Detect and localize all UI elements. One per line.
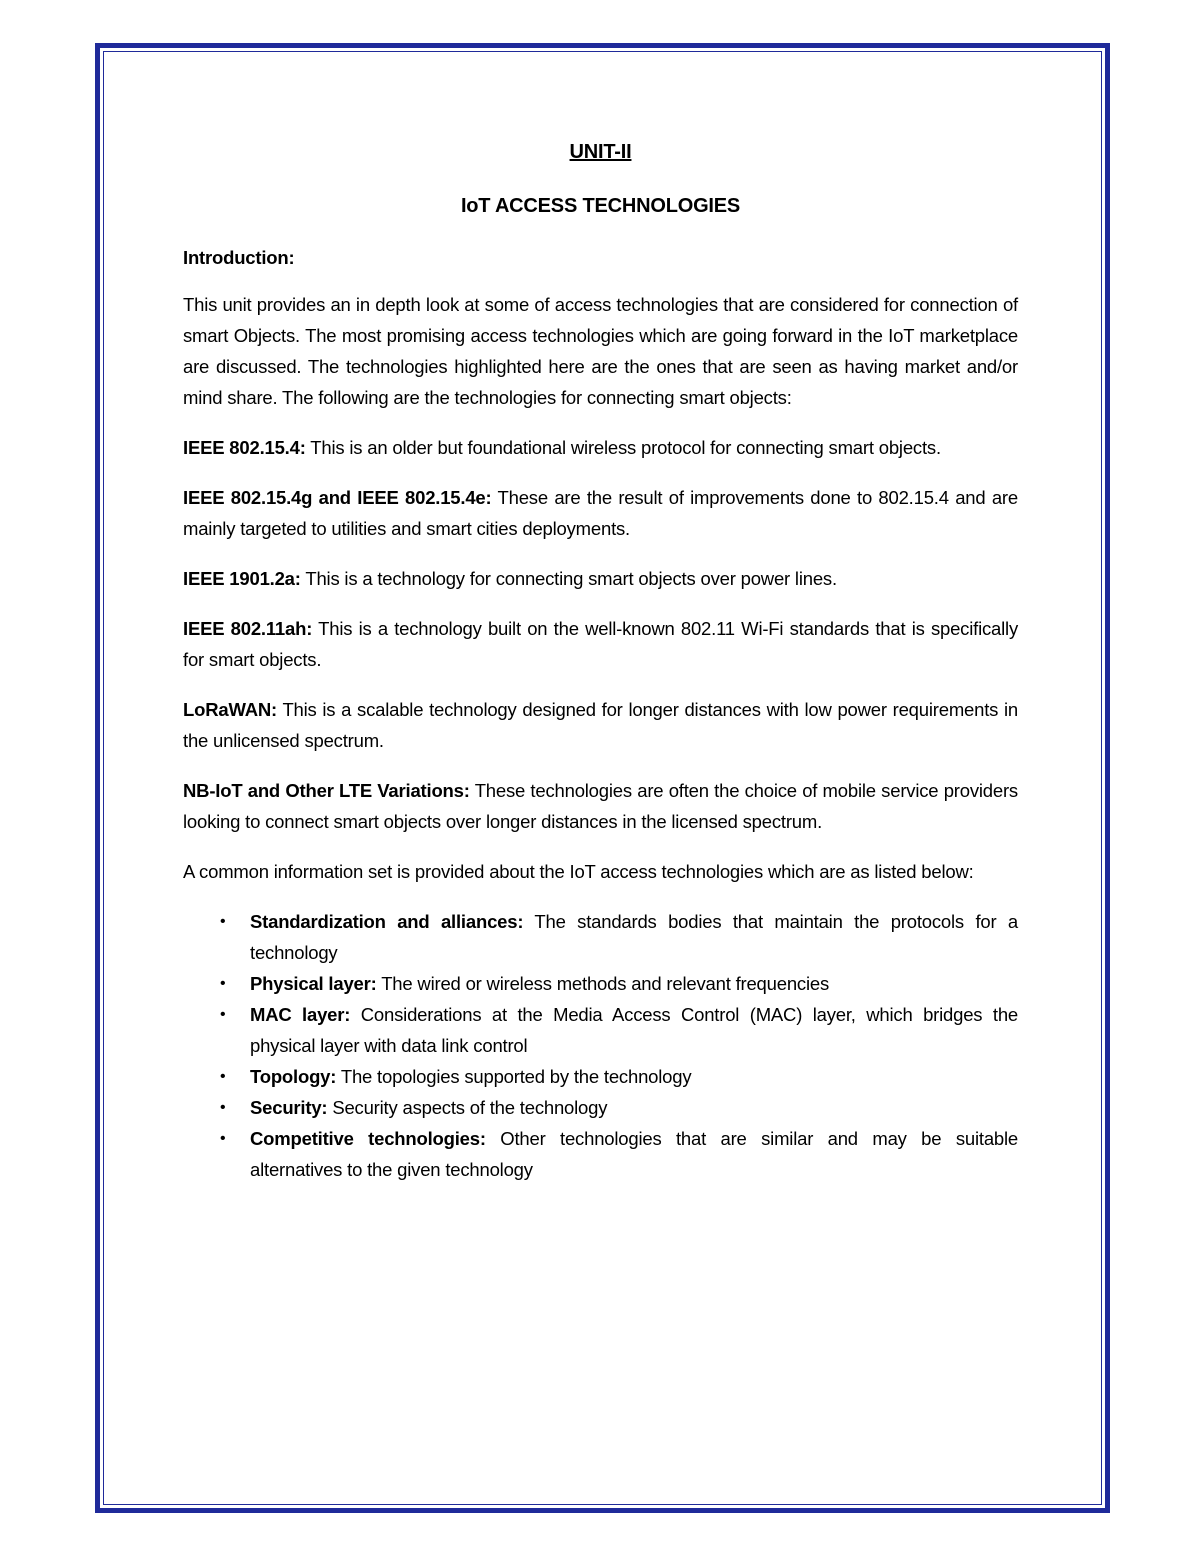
tech-paragraph: [183, 482, 1018, 544]
list-item: [183, 1061, 1018, 1092]
unit-title: UNIT-II: [569, 141, 632, 163]
info-term: Security:: [250, 1097, 328, 1118]
tech-desc: This is an older but foundational wireless protocol for connecting smart objects.: [305, 437, 941, 458]
bullet-icon: •: [220, 1006, 226, 1023]
list-item: [183, 906, 1018, 968]
bullet-icon: •: [220, 1099, 226, 1116]
tech-paragraph: [183, 613, 1018, 675]
tech-desc: This is a technology for connecting smart objects over power lines.: [300, 568, 837, 589]
bullet-icon: •: [220, 1068, 226, 1085]
tech-term: IEEE 802.15.4g and IEEE 802.15.4e:: [183, 487, 492, 508]
tech-paragraph: [183, 563, 1018, 594]
tech-term: IEEE 1901.2a:: [183, 568, 301, 589]
list-item: [183, 968, 1018, 999]
info-set-intro: A common information set is provided about the IoT access technologies which are as listed below:: [183, 861, 974, 882]
tech-term: LoRaWAN:: [183, 699, 277, 720]
bullet-icon: •: [220, 975, 226, 992]
info-desc: Other technologies that are similar and may be suitable alternatives to the given technology: [250, 1128, 1018, 1180]
info-desc: Considerations at the Media Access Control (MAC) layer, which bridges the physical layer with data link control: [250, 1004, 1018, 1056]
info-term: Topology:: [250, 1066, 337, 1087]
info-term: MAC layer:: [250, 1004, 351, 1025]
tech-desc: This is a technology built on the well-known 802.11 Wi-Fi standards that is specifically for smart objects.: [183, 618, 1018, 670]
info-term: Physical layer:: [250, 973, 377, 994]
bullet-icon: •: [220, 1130, 226, 1147]
tech-term: IEEE 802.11ah:: [183, 618, 313, 639]
tech-paragraph: [183, 775, 1018, 837]
info-term: Competitive technologies:: [250, 1128, 486, 1149]
tech-term: NB-IoT and Other LTE Variations:: [183, 780, 470, 801]
list-item: [183, 1092, 1018, 1123]
info-desc: The standards bodies that maintain the protocols for a technology: [250, 911, 1018, 963]
info-term: Standardization and alliances:: [250, 911, 524, 932]
tech-term: IEEE 802.15.4:: [183, 437, 306, 458]
bullet-icon: •: [220, 913, 226, 930]
page-title: IoT ACCESS TECHNOLOGIES: [460, 195, 741, 217]
info-desc: The topologies supported by the technology: [336, 1066, 692, 1087]
tech-desc: This is a scalable technology designed for longer distances with low power requirements in the unlicensed spectrum.: [183, 699, 1018, 751]
tech-desc: These are the result of improvements done to 802.15.4 and are mainly targeted to utilities and smart cities deployments.: [183, 487, 1018, 539]
info-list: [183, 906, 1018, 1185]
tech-paragraph: [183, 432, 1018, 463]
list-item: [183, 1123, 1018, 1185]
intro-paragraph: This unit provides an in depth look at some of access technologies that are considered for connection of smart Objects. The most promising access technologies which are going forward in the IoT marketplace are discussed. The technologies highlighted here are the ones that are seen as having market and/or mind share. The following are the technologies for connecting smart objects:: [183, 294, 1018, 408]
intro-heading: Introduction:: [183, 247, 295, 268]
info-desc: Security aspects of the technology: [327, 1097, 608, 1118]
list-item: [183, 999, 1018, 1061]
tech-desc: These technologies are often the choice of mobile service providers looking to connect smart objects over longer distances in the licensed spectrum.: [183, 780, 1018, 832]
tech-paragraph: [183, 694, 1018, 756]
info-desc: The wired or wireless methods and relevant frequencies: [376, 973, 830, 994]
document-body: [183, 136, 1018, 1185]
